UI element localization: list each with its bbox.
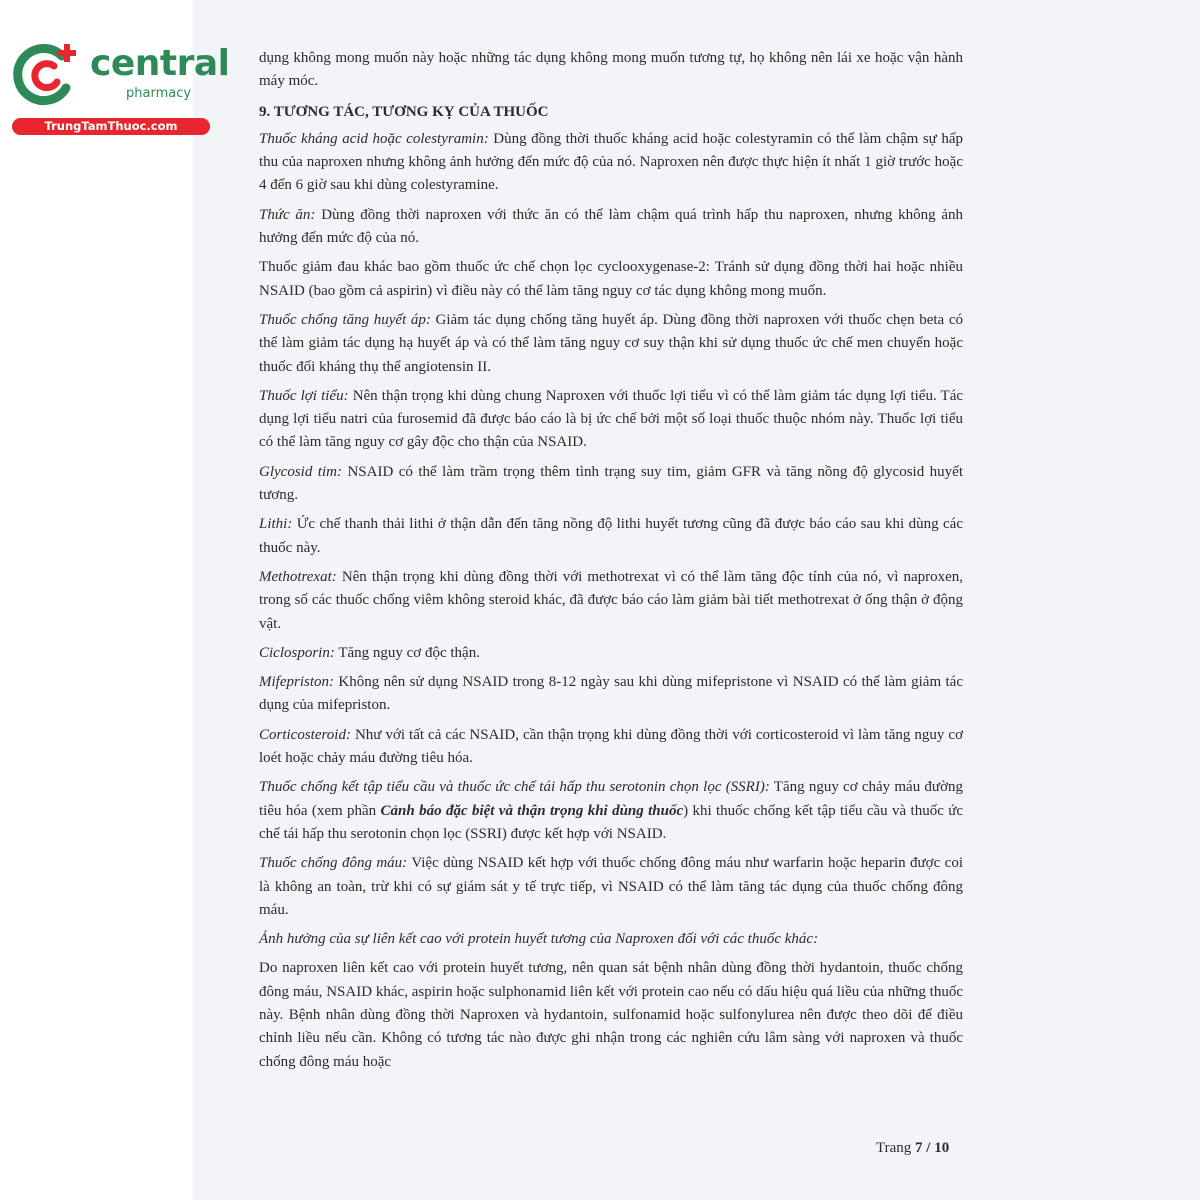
term: Methotrexat: bbox=[259, 568, 337, 585]
document-body bbox=[259, 47, 963, 1080]
section-title: 9. TƯƠNG TÁC, TƯƠNG KỴ CỦA THUỐC bbox=[259, 103, 549, 120]
paragraph-text: Giảm tác dụng chống tăng huyết áp. Dùng đồng thời naproxen với thuốc chẹn beta có thể làm giảm tác dụng hạ huyết áp và có thể làm tăng nguy cơ suy thận khi sử dụng thuốc ức chế men chuyển hoặc thuốc đối kháng thụ thể angiotensin II. bbox=[259, 311, 963, 375]
brand-url-badge: TrungTamThuoc.com bbox=[12, 118, 210, 135]
intro-paragraph: dụng không mong muốn này hoặc những tác dụng không mong muốn tương tự, họ không nên lái xe hoặc vận hành máy móc. bbox=[259, 50, 963, 90]
paragraph-text: Ức chế thanh thải lithi ở thận dẫn đến tăng nồng độ lithi huyết tương cũng đã được báo cáo sau khi dùng các thuốc này. bbox=[259, 516, 963, 556]
paragraph-diuretic bbox=[259, 385, 963, 455]
paragraph-food bbox=[259, 204, 963, 251]
term: Mifepriston: bbox=[259, 674, 334, 691]
term: Thuốc lợi tiểu: bbox=[259, 387, 349, 404]
paragraph-text: NSAID có thể làm trầm trọng thêm tình trạng suy tim, giảm GFR và tăng nồng độ glycosid huyết tương. bbox=[259, 463, 964, 504]
paragraph-antihypertensive bbox=[259, 309, 963, 379]
paragraph-text: Tăng nguy cơ chảy máu đường tiêu hóa (xem phần bbox=[259, 779, 963, 819]
paragraph-antacid bbox=[259, 128, 963, 198]
paragraph-text: Tăng nguy cơ độc thận. bbox=[334, 644, 480, 661]
paragraph-anticoagulant bbox=[259, 852, 963, 922]
paragraph-lithi bbox=[259, 513, 963, 560]
paragraph-text: Như với tất cả các NSAID, cần thận trọng khi dùng đồng thời với corticosteroid vì làm tăng nguy cơ loét hoặc chảy máu đường tiêu hóa. bbox=[259, 726, 963, 767]
paragraph-protein-binding: Do naproxen liên kết cao với protein huyết tương, nên quan sát bệnh nhân dùng đồng thời hydantoin, thuốc chống đông máu, NSAID khác, aspirin hoặc sulphonamid liên kết với protein cao nếu có dấu hiệu quá liều của những thuốc này. Bệnh nhân dùng đồng thời Naproxen và hydantoin, sulfonamid hoặc sulfonylurea nên được theo dõi để điều chỉnh liều nếu cần. Không có tương tác nào được ghi nhận trong các nghiên cứu lâm sàng với naproxen và thuốc chống đông máu hoặc bbox=[259, 960, 963, 1070]
paragraph-glycosid bbox=[259, 461, 963, 508]
paragraph-text: Nên thận trọng khi dùng chung Naproxen với thuốc lợi tiểu vì có thể làm giảm tác dụng lợi tiểu. Tác dụng lợi tiểu natri của furosemid đã được báo cáo là bị ức chế bởi một số loại thuốc thuộc nhóm này. Thuốc lợi tiểu có thể làm tăng nguy cơ gây độc cho thận của NSAID. bbox=[259, 387, 964, 451]
page-number bbox=[876, 1140, 949, 1157]
term: Ảnh hưởng của sự liên kết cao với protein huyết tương của Naproxen đối với các thuốc khác: bbox=[259, 931, 819, 948]
paragraph-mifepriston bbox=[259, 671, 963, 718]
brand-name: central bbox=[90, 43, 230, 84]
paragraph-ssri bbox=[259, 776, 963, 846]
paragraph-text: Việc dùng NSAID kết hợp với thuốc chống đông máu như warfarin hoặc heparin được coi là không an toàn, trừ khi có sự giám sát y tế trực tiếp, vì NSAID có thể làm tăng tác dụng của thuốc chống đông máu. bbox=[259, 855, 963, 918]
paragraph-text: Dùng đồng thời naproxen với thức ăn có thể làm chậm quá trình hấp thu naproxen, nhưng không ảnh hưởng đến mức độ của nó. bbox=[259, 206, 963, 247]
brand-subtitle: pharmacy bbox=[126, 86, 192, 101]
term: Lithi: bbox=[259, 516, 293, 533]
page-label: Trang bbox=[876, 1140, 912, 1156]
paragraph-methotrexat bbox=[259, 566, 963, 636]
term: Thuốc chống tăng huyết áp: bbox=[259, 311, 431, 328]
pharmacy-logo-icon bbox=[10, 38, 82, 110]
term: Corticosteroid: bbox=[259, 726, 351, 743]
term: Thuốc chống kết tập tiểu cầu và thuốc ức chế tái hấp thu serotonin chọn lọc (SSRI): bbox=[259, 779, 770, 796]
paragraph-text: ) khi thuốc chống kết tập tiểu cầu và thuốc ức chế tái hấp thu serotonin chọn lọc (SSRI) được kết hợp với NSAID. bbox=[259, 802, 963, 842]
paragraph-text: Dùng đồng thời thuốc kháng acid hoặc colestyramin có thể làm chậm sự hấp thu của naproxen nhưng không ảnh hưởng đến mức độ của nó. Naproxen nên được thực hiện ít nhất 1 giờ trước hoặc 4 đến 6 giờ sau khi dùng colestyramine. bbox=[259, 130, 963, 194]
paragraph-text: Thuốc giảm đau khác bao gồm thuốc ức chế chọn lọc cyclooxygenase-2: Tránh sử dụng đồng thời hai hoặc nhiều NSAID (bao gồm cả aspirin) vì điều này có thể làm tăng nguy cơ tác dụng không mong muốn. bbox=[259, 259, 963, 299]
paragraph-ciclosporin bbox=[259, 642, 963, 665]
brand-logo bbox=[10, 38, 230, 138]
page-value: 7 / 10 bbox=[915, 1140, 950, 1156]
term: Thức ăn: bbox=[259, 206, 316, 223]
cross-reference: Cảnh báo đặc biệt và thận trọng khi dùng thuốc bbox=[380, 802, 684, 819]
term: Thuốc kháng acid hoặc colestyramin: bbox=[259, 130, 489, 147]
paragraph-corticosteroid bbox=[259, 724, 963, 771]
term: Thuốc chống đông máu: bbox=[259, 855, 408, 872]
paragraph-analgesics bbox=[259, 256, 963, 303]
paragraph-text: Nên thận trọng khi dùng đồng thời với methotrexat vì có thể làm tăng độc tính của nó, vì naproxen, trong số các thuốc chống viêm không steroid khác, đã được báo cáo làm giảm bài tiết methotrexat ở ống thận ở động vật. bbox=[259, 568, 963, 632]
paragraph-text: Không nên sử dụng NSAID trong 8-12 ngày sau khi dùng mifepristone vì NSAID có thể làm giảm tác dụng của mifepriston. bbox=[259, 674, 963, 714]
term: Ciclosporin: bbox=[259, 644, 335, 661]
protein-binding-heading bbox=[259, 928, 963, 951]
term: Glycosid tim: bbox=[259, 463, 342, 480]
